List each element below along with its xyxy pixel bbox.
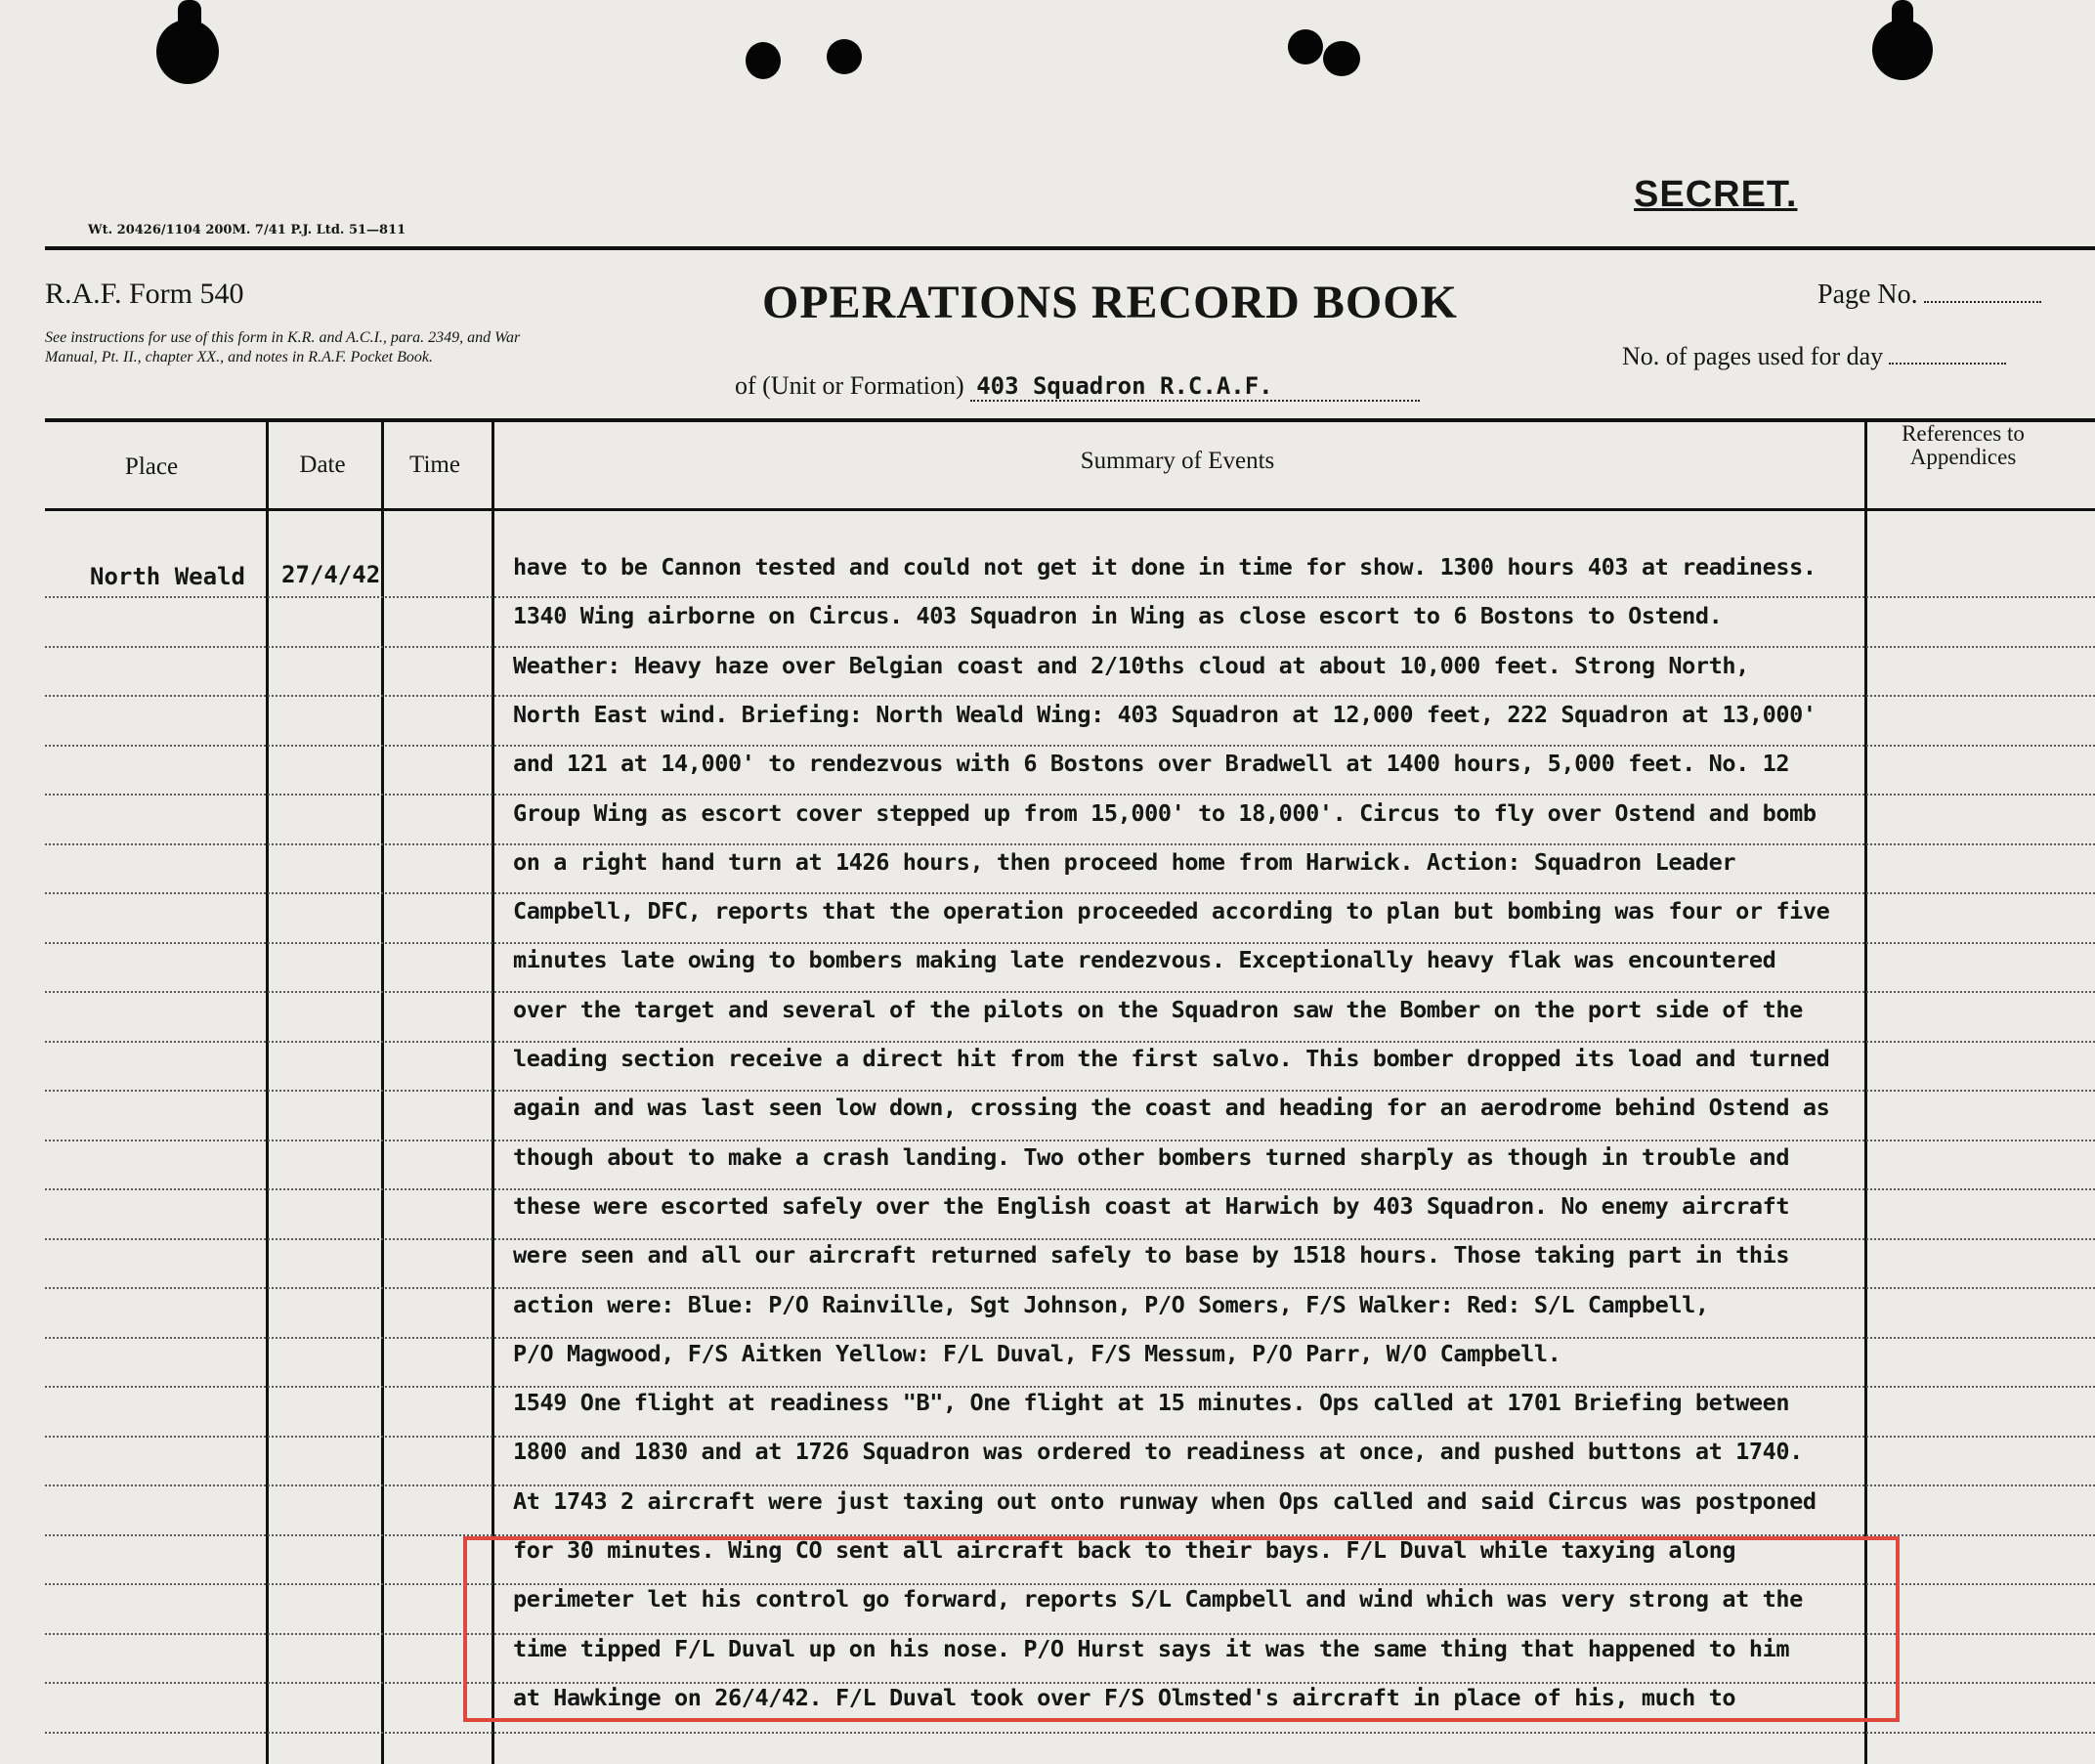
classification-stamp: SECRET. <box>1634 174 1798 215</box>
summary-line: these were escorted safely over the English coast at Harwich by 403 Squadron. No enemy aircraft <box>513 1192 1790 1220</box>
summary-line: leading section receive a direct hit from the first salvo. This bomber dropped its load and turned <box>513 1045 1830 1072</box>
pages-used-field <box>1622 342 2006 371</box>
summary-line: and 121 at 14,000' to rendezvous with 6 Bostons over Bradwell at 1400 hours, 5,000 feet. No. 12 <box>513 750 1790 777</box>
ruled-line <box>45 1140 2095 1141</box>
summary-line: have to be Cannon tested and could not get it done in time for show. 1300 hours 403 at readiness. <box>513 553 1817 581</box>
summary-line: perimeter let his control go forward, reports S/L Campbell and wind which was very strong at the <box>513 1585 1803 1613</box>
summary-line: 1800 and 1830 and at 1726 Squadron was ordered to readiness at once, and pushed buttons at 1740. <box>513 1438 1803 1465</box>
summary-line: At 1743 2 aircraft were just taxing out onto runway when Ops called and said Circus was postponed <box>513 1487 1817 1515</box>
summary-line: Group Wing as escort cover stepped up from 15,000' to 18,000'. Circus to fly over Ostend and bomb <box>513 799 1817 827</box>
unit-value: 403 Squadron R.C.A.F. <box>970 372 1419 402</box>
ruled-line <box>45 1238 2095 1240</box>
summary-line: over the target and several of the pilots on the Squadron saw the Bomber on the port side of the <box>513 996 1803 1023</box>
entry-place: North Weald <box>90 563 245 590</box>
punch-hole-center-1 <box>746 42 781 79</box>
unit-line <box>735 371 1420 402</box>
summary-line: P/O Magwood, F/S Aitken Yellow: F/L Duval, F/S Messum, P/O Parr, W/O Campbell. <box>513 1340 1561 1367</box>
column-place: Place <box>124 453 179 480</box>
table-top-rule <box>45 418 2095 422</box>
punch-hole-left-stem <box>178 0 201 39</box>
pages-used-blank <box>1889 363 2006 365</box>
ruled-line <box>45 1337 2095 1339</box>
column-time: Time <box>409 452 460 478</box>
ruled-line <box>45 1287 2095 1289</box>
ruled-line <box>45 794 2095 796</box>
column-summary: Summary of Events <box>1080 448 1275 474</box>
summary-line: Campbell, DFC, reports that the operation proceeded according to plan but bombing was four or five <box>513 897 1830 925</box>
divider-date-time <box>381 422 384 1764</box>
divider-place-date <box>266 422 269 1764</box>
ruled-line <box>45 892 2095 894</box>
document-title: OPERATIONS RECORD BOOK <box>762 277 1458 328</box>
ruled-line <box>45 991 2095 993</box>
ruled-line <box>45 596 2095 598</box>
ruled-line <box>45 843 2095 845</box>
punch-hole-center-4 <box>1323 41 1360 76</box>
summary-line: again and was last seen low down, crossing the coast and heading for an aerodrome behind Ostend as <box>513 1094 1830 1121</box>
ruled-line <box>45 695 2095 697</box>
ruled-line <box>45 1386 2095 1388</box>
summary-line: were seen and all our aircraft returned safely to base by 1518 hours. Those taking part in this <box>513 1241 1790 1269</box>
summary-line: on a right hand turn at 1426 hours, then proceed home from Harwick. Action: Squadron Leader <box>513 848 1736 876</box>
highlight-box <box>463 1536 1900 1722</box>
page-number-field <box>1817 280 2041 311</box>
ruled-line <box>45 1041 2095 1043</box>
column-date: Date <box>299 452 346 478</box>
summary-line: 1340 Wing airborne on Circus. 403 Squadron in Wing as close escort to 6 Bostons to Ostend. <box>513 602 1723 629</box>
print-code: Wt. 20426/1104 200M. 7/41 P.J. Ltd. 51—811 <box>88 223 406 237</box>
punch-hole-center-2 <box>827 39 862 74</box>
form-instructions: See instructions for use of this form in K.R. and A.C.I., para. 2349, and War Manual, Pt. II., chapter XX., and notes in R.A.F. Pocket Book. <box>45 329 521 366</box>
ruled-line <box>45 1188 2095 1190</box>
page-number-label: Page No. <box>1817 280 1918 310</box>
ruled-line <box>45 745 2095 747</box>
ruled-line <box>45 942 2095 944</box>
ruled-line <box>45 1484 2095 1486</box>
summary-line: 1549 One flight at readiness "B", One flight at 15 minutes. Ops called at 1701 Briefing between <box>513 1389 1790 1416</box>
summary-line: North East wind. Briefing: North Weald Wing: 403 Squadron at 12,000 feet, 222 Squadron at 13,000' <box>513 701 1817 728</box>
unit-label: of (Unit or Formation) <box>735 371 964 400</box>
page-number-blank <box>1924 301 2041 303</box>
summary-line: action were: Blue: P/O Rainville, Sgt Johnson, P/O Somers, F/S Walker: Red: S/L Campbell, <box>513 1291 1709 1318</box>
ruled-line <box>45 646 2095 648</box>
summary-line: though about to make a crash landing. Two other bombers turned sharply as though in trouble and <box>513 1143 1790 1171</box>
punch-hole-center-3 <box>1288 29 1323 65</box>
pages-used-label: No. of pages used for day <box>1622 342 1884 370</box>
column-references: References to Appendices <box>1902 421 2025 469</box>
top-rule <box>45 246 2095 250</box>
ruled-line <box>45 1090 2095 1092</box>
summary-line: minutes late owing to bombers making late rendezvous. Exceptionally heavy flak was encountered <box>513 946 1776 973</box>
form-number: R.A.F. Form 540 <box>45 278 244 310</box>
summary-line: at Hawkinge on 26/4/42. F/L Duval took over F/S Olmsted's aircraft in place of his, much to <box>513 1684 1736 1711</box>
entry-date: 27/4/42 <box>281 561 381 588</box>
punch-hole-right-stem <box>1892 0 1913 39</box>
summary-line: for 30 minutes. Wing CO sent all aircraft back to their bays. F/L Duval while taxying along <box>513 1536 1736 1564</box>
summary-line: time tipped F/L Duval up on his nose. P/O Hurst says it was the same thing that happened to him <box>513 1635 1790 1662</box>
header-bottom-rule <box>45 508 2095 511</box>
summary-line: Weather: Heavy haze over Belgian coast and 2/10ths cloud at about 10,000 feet. Strong North, <box>513 652 1749 679</box>
ruled-line <box>45 1732 2095 1734</box>
